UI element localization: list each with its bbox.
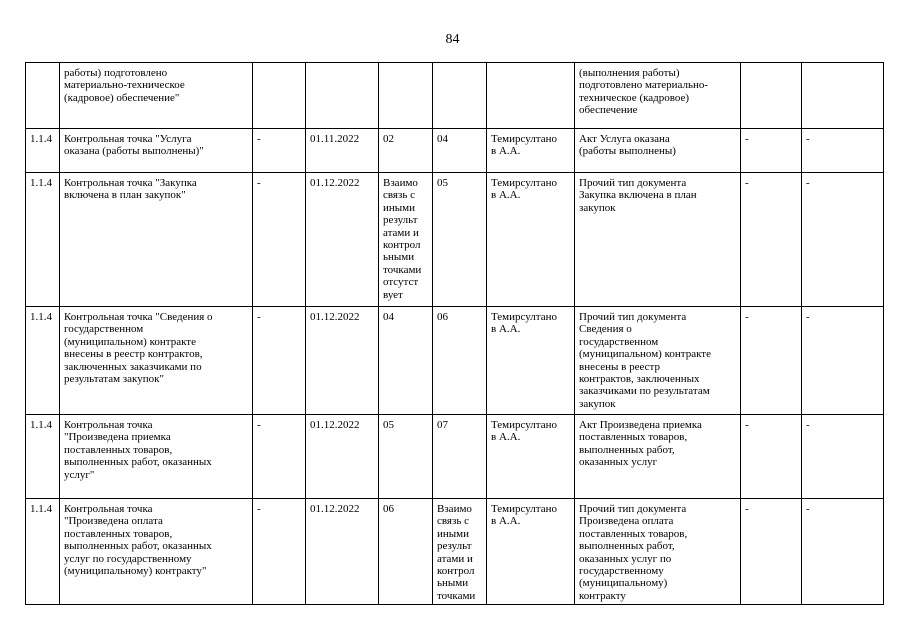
row-number — [26, 63, 60, 129]
due-date: 01.12.2022 — [306, 415, 379, 499]
responsible-person: Темирсултано в А.А. — [487, 307, 575, 415]
result-document: Прочий тип документа Произведена оплата поставленных товаров, выполненных работ, оказанных услуг по государственному (муниципальному) контракту — [575, 499, 741, 605]
due-date: 01.12.2022 — [306, 499, 379, 605]
due-date: 01.11.2022 — [306, 129, 379, 173]
base-value: - — [253, 173, 306, 307]
base-value: - — [253, 129, 306, 173]
table-row — [26, 63, 884, 129]
successor: 04 — [433, 129, 487, 173]
responsible-person: Темирсултано в А.А. — [487, 173, 575, 307]
base-value — [253, 63, 306, 129]
predecessor: 05 — [379, 415, 433, 499]
table-row — [26, 173, 884, 307]
extra-column-2 — [802, 63, 884, 129]
result-document: Прочий тип документа Сведения о государственном (муниципальном) контракте внесены в реестр контрактов, заключенных заказчиками по результатам закупок — [575, 307, 741, 415]
result-document: (выполнения работы) подготовлено материально- техническое (кадровое) обеспечение — [575, 63, 741, 129]
responsible-person: Темирсултано в А.А. — [487, 129, 575, 173]
predecessor: 04 — [379, 307, 433, 415]
row-number: 1.1.4 — [26, 173, 60, 307]
page-number: 84 — [445, 32, 460, 47]
base-value: - — [253, 415, 306, 499]
table-row — [26, 129, 884, 173]
predecessor — [379, 63, 433, 129]
extra-column-2: - — [802, 173, 884, 307]
successor — [433, 63, 487, 129]
due-date: 01.12.2022 — [306, 307, 379, 415]
extra-column-1 — [741, 63, 802, 129]
row-number: 1.1.4 — [26, 129, 60, 173]
row-number: 1.1.4 — [26, 415, 60, 499]
successor: Взаимо связь с иными результ атами и контрол ьными точками — [433, 499, 487, 605]
extra-column-2: - — [802, 129, 884, 173]
control-points-table — [25, 62, 884, 605]
extra-column-2: - — [802, 307, 884, 415]
base-value: - — [253, 499, 306, 605]
responsible-person — [487, 63, 575, 129]
table-row — [26, 307, 884, 415]
extra-column-1: - — [741, 307, 802, 415]
extra-column-1: - — [741, 499, 802, 605]
successor: 06 — [433, 307, 487, 415]
result-document: Акт Услуга оказана (работы выполнены) — [575, 129, 741, 173]
successor: 07 — [433, 415, 487, 499]
responsible-person: Темирсултано в А.А. — [487, 499, 575, 605]
row-number: 1.1.4 — [26, 307, 60, 415]
extra-column-2: - — [802, 415, 884, 499]
responsible-person: Темирсултано в А.А. — [487, 415, 575, 499]
extra-column-2: - — [802, 499, 884, 605]
row-number: 1.1.4 — [26, 499, 60, 605]
successor: 05 — [433, 173, 487, 307]
control-point-name: работы) подготовлено материально-техническое (кадровое) обеспечение" — [60, 63, 253, 129]
predecessor: Взаимо связь с иными результ атами и контрол ьными точками отсутст вует — [379, 173, 433, 307]
table-row — [26, 415, 884, 499]
extra-column-1: - — [741, 129, 802, 173]
control-point-name: Контрольная точка "Услуга оказана (работы выполнены)" — [60, 129, 253, 173]
control-point-name: Контрольная точка "Произведена оплата поставленных товаров, выполненных работ, оказанных услуг по государственному (муниципальному) контракту" — [60, 499, 253, 605]
base-value: - — [253, 307, 306, 415]
table-row — [26, 499, 884, 605]
predecessor: 02 — [379, 129, 433, 173]
due-date — [306, 63, 379, 129]
extra-column-1: - — [741, 415, 802, 499]
control-point-name: Контрольная точка "Закупка включена в план закупок" — [60, 173, 253, 307]
control-point-name: Контрольная точка "Сведения о государственном (муниципальном) контракте внесены в реестр контрактов, заключенных заказчиками по результатам закупок" — [60, 307, 253, 415]
due-date: 01.12.2022 — [306, 173, 379, 307]
control-point-name: Контрольная точка "Произведена приемка поставленных товаров, выполненных работ, оказанных услуг" — [60, 415, 253, 499]
result-document: Прочий тип документа Закупка включена в план закупок — [575, 173, 741, 307]
predecessor: 06 — [379, 499, 433, 605]
result-document: Акт Произведена приемка поставленных товаров, выполненных работ, оказанных услуг — [575, 415, 741, 499]
extra-column-1: - — [741, 173, 802, 307]
